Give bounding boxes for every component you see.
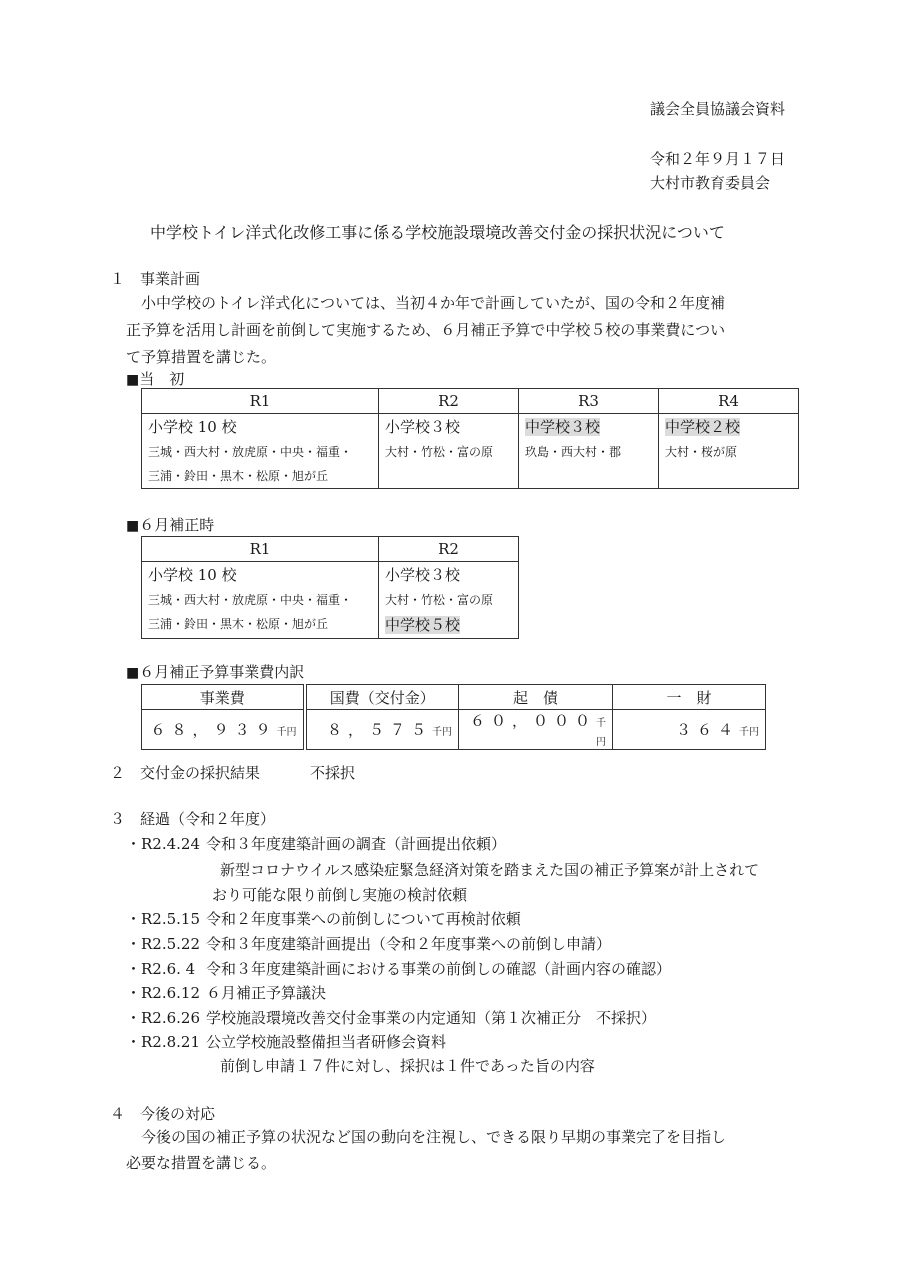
section4-line2: 必要な措置を講じる。: [126, 1154, 277, 1172]
cost-table-label: [126, 661, 304, 682]
timeline-date: ・R2.5.15: [126, 910, 201, 928]
timeline-item: [126, 982, 326, 1003]
section1-heading: １ 事業計画: [110, 270, 201, 288]
timeline-item: [220, 1055, 595, 1076]
plan-header-r4: R4: [659, 389, 799, 414]
timeline-date: ・R2.4.24: [126, 835, 201, 853]
section2-heading: ２ 交付金の採択結果: [110, 764, 261, 782]
cost-header-total: 事業費: [142, 685, 305, 710]
plan-cell-r2: [379, 414, 519, 489]
timeline-item: [126, 1007, 656, 1028]
timeline-text: 学校施設環境改善交付金事業の内定通知（第１次補正分 不採択）: [206, 1009, 657, 1027]
june-r1-sub2: 三浦・鈴田・黒木・松原・旭が丘: [148, 617, 329, 631]
timeline-item: [126, 958, 671, 979]
plan-r3-sub: 玖島・西大村・郡: [525, 445, 622, 459]
june-cell-r1: [142, 562, 379, 639]
timeline-date: ・R2.8.21: [126, 1033, 201, 1051]
section1-paragraph-line2: 正予算を活用し計画を前倒して実施するため、６月補正予算で中学校５校の事業費につい: [126, 321, 726, 339]
june-r1-main: 小学校 10 校: [148, 566, 237, 584]
cost-value-bond: ６０，０００千円: [459, 710, 613, 750]
plan-r1-main: 小学校 10 校: [148, 418, 237, 436]
plan-table-label-text: 当 初: [139, 370, 185, 388]
cost-value-total: ６８，９３９千円: [142, 710, 305, 750]
document-issuer: 大村市教育委員会: [650, 174, 771, 192]
timeline-date: ・R2.6.12: [126, 984, 201, 1002]
timeline-text: 公立学校施設整備担当者研修会資料: [206, 1033, 447, 1051]
timeline-text: ６月補正予算議決: [206, 984, 327, 1002]
document-date: 令和２年９月１７日: [650, 150, 786, 168]
plan-header-r2: R2: [379, 389, 519, 414]
plan-r4-sub: 大村・桜が原: [665, 445, 738, 459]
cost-header-national: 国費（交付金）: [305, 685, 459, 710]
plan-cell-r4: [659, 414, 799, 489]
june-r2-extra: 中学校５校: [385, 616, 461, 634]
timeline-text: 新型コロナウイルス感染症緊急経済対策を踏まえた国の補正予算案が計上されて: [220, 861, 760, 879]
section1-paragraph-line3: て予算措置を講じた。: [126, 348, 277, 366]
june-table-label-text: ６月補正時: [139, 516, 215, 534]
june-header-r1: R1: [142, 537, 379, 562]
section4-heading: ４ 今後の対応: [110, 1105, 216, 1123]
plan-r1-sub2: 三浦・鈴田・黒木・松原・旭が丘: [148, 469, 329, 483]
timeline-date: ・R2.5.22: [126, 935, 201, 953]
plan-r1-sub1: 三城・西大村・放虎原・中央・福重・: [148, 445, 353, 459]
plan-r3-main: 中学校３校: [525, 418, 601, 436]
plan-r4-main: 中学校２校: [665, 418, 741, 436]
june-table-label: [126, 514, 214, 535]
plan-r2-sub: 大村・竹松・富の原: [385, 445, 494, 459]
timeline-text: おり可能な限り前倒し実施の検討依頼: [212, 886, 468, 904]
timeline-item: [220, 859, 759, 880]
timeline-item: [126, 833, 506, 854]
june-revision-table: [141, 536, 519, 639]
document-title: 中学校トイレ洋式化改修工事に係る学校施設環境改善交付金の採択状況について: [150, 223, 725, 242]
section4-line1: 今後の国の補正予算の状況など国の動向を注視し、できる限り早期の事業完了を目指し: [126, 1128, 727, 1146]
plan-header-r1: R1: [142, 389, 379, 414]
section1-paragraph-line1: 小中学校のトイレ洋式化については、当初４か年で計画していたが、国の令和２年度補: [126, 294, 725, 312]
timeline-text: 令和２年度事業への前倒しについて再検討依頼: [206, 910, 521, 928]
june-cell-r2: [379, 562, 519, 639]
june-r2-sub: 大村・竹松・富の原: [385, 593, 494, 607]
initial-plan-table: [141, 388, 799, 489]
timeline-item: [126, 1031, 446, 1052]
cost-value-national: ８，５７５千円: [305, 710, 459, 750]
june-r1-sub1: 三城・西大村・放虎原・中央・福重・: [148, 593, 353, 607]
section2-result: 不採択: [310, 764, 356, 782]
timeline-date: ・R2.6.26: [126, 1009, 201, 1027]
timeline-item: [212, 884, 467, 905]
cost-value-general: ３６４千円: [613, 710, 766, 750]
timeline-text: 前倒し申請１７件に対し、採択は１件であった旨の内容: [220, 1057, 595, 1075]
plan-cell-r1: [142, 414, 379, 489]
june-header-r2: R2: [379, 537, 519, 562]
plan-cell-r3: [519, 414, 659, 489]
timeline-date: ・R2.6. 4: [126, 960, 196, 978]
timeline-item: [126, 908, 521, 929]
timeline-text: 令和３年度建築計画の調査（計画提出依頼）: [206, 835, 507, 853]
cost-header-bond: 起 債: [459, 685, 613, 710]
section3-heading: ３ 経過（令和２年度）: [110, 810, 276, 828]
plan-r2-main: 小学校３校: [385, 418, 461, 436]
cost-table-label-text: ６月補正予算事業費内訳: [139, 663, 305, 681]
cost-header-general: 一 財: [613, 685, 766, 710]
timeline-item: [126, 933, 611, 954]
timeline-text: 令和３年度建築計画における事業の前倒しの確認（計画内容の確認）: [206, 960, 672, 978]
timeline-text: 令和３年度建築計画提出（令和２年度事業への前倒し申請）: [206, 935, 612, 953]
plan-table-label: [126, 368, 184, 389]
cost-breakdown-table: [141, 684, 766, 750]
june-r2-main: 小学校３校: [385, 566, 461, 584]
document-type: 議会全員協議会資料: [650, 100, 786, 118]
plan-header-r3: R3: [519, 389, 659, 414]
